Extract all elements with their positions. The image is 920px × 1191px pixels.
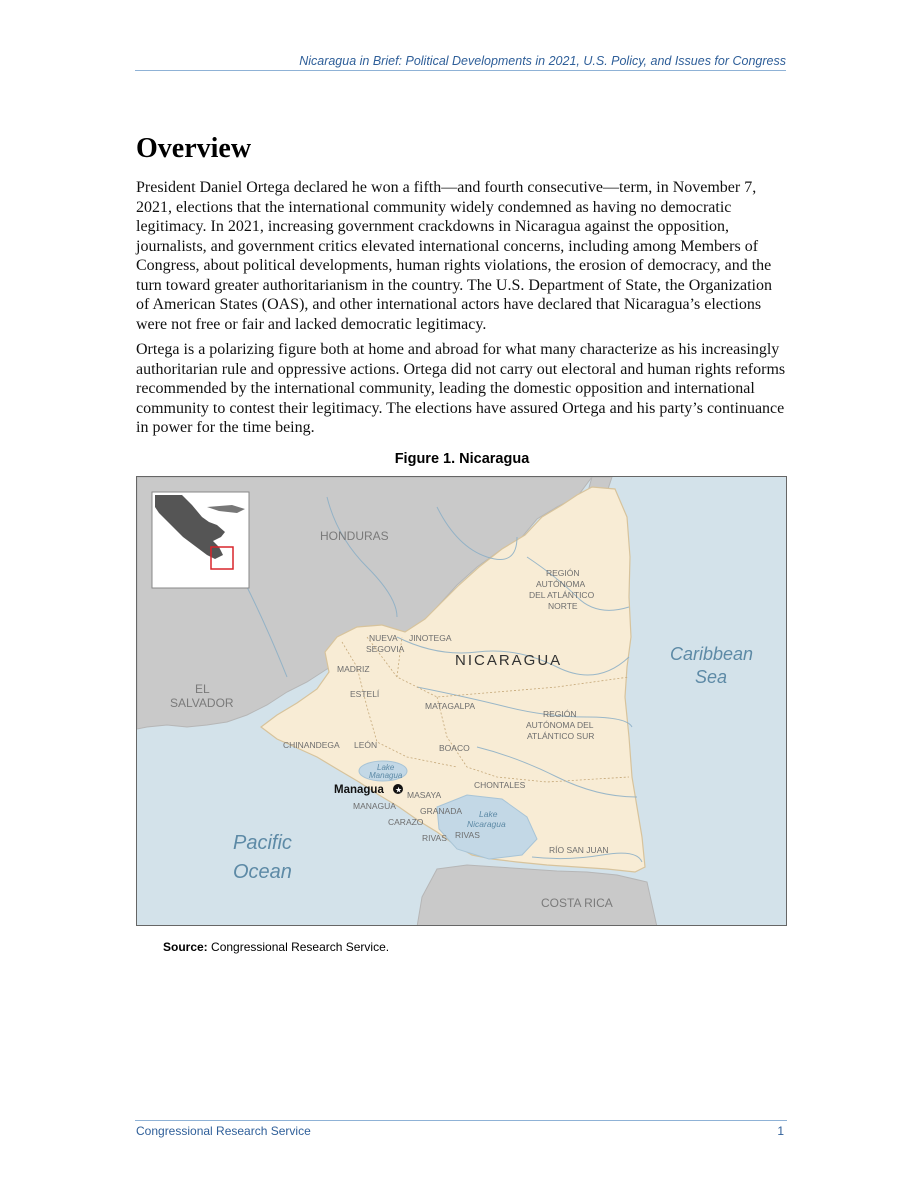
locator-inset xyxy=(152,492,249,588)
label-chontales: CHONTALES xyxy=(474,780,526,790)
label-managua-dept: MANAGUA xyxy=(353,801,396,811)
label-chinandega: CHINANDEGA xyxy=(283,740,340,750)
source-text: Congressional Research Service. xyxy=(207,940,390,954)
footer-rule xyxy=(135,1120,787,1121)
label-boaco: BOACO xyxy=(439,743,470,753)
running-header: Nicaragua in Brief: Political Developments in 2021, U.S. Policy, and Issues for Congress xyxy=(135,54,786,71)
label-country: NICARAGUA xyxy=(455,652,563,669)
label-madriz: MADRIZ xyxy=(337,664,370,674)
label-leon: LEÓN xyxy=(354,740,378,750)
label-lake-nicaragua-2: Nicaragua xyxy=(467,819,506,829)
label-lake-managua-2: Managua xyxy=(369,771,403,780)
label-capital: Managua xyxy=(334,784,384,796)
label-nueva-segovia-2: SEGOVIA xyxy=(366,644,405,654)
label-raas-3: ATLÁNTICO SUR xyxy=(527,731,595,741)
label-raan-4: NORTE xyxy=(548,601,578,611)
label-pacific-1: Pacific xyxy=(233,832,292,854)
label-raas-1: REGIÓN xyxy=(543,709,577,719)
label-raan-3: DEL ATLÁNTICO xyxy=(529,590,595,600)
label-raas-2: AUTÓNOMA DEL xyxy=(526,720,594,730)
section-title: Overview xyxy=(136,133,252,164)
label-el-salvador-2: SALVADOR xyxy=(170,696,234,710)
figure-source xyxy=(163,940,389,954)
label-nueva-segovia-1: NUEVA xyxy=(369,633,398,643)
label-costa-rica: COSTA RICA xyxy=(541,896,613,910)
label-caribbean-1: Caribbean xyxy=(670,644,754,664)
label-rio-san-juan: RÍO SAN JUAN xyxy=(549,845,609,855)
label-rivas-1: RIVAS xyxy=(422,833,447,843)
label-esteli: ESTELÍ xyxy=(350,689,380,699)
paragraph-1: President Daniel Ortega declared he won a fifth—and fourth consecutive—term, in November 7, 2021, elections that the international community widely condemned as having no democratic legitimacy. In 2021, increasing government crackdowns in Nicaragua against the opposition, journalists, and government critics elevated international concerns, including among Members of Congress, about political developments, human rights violations, the erosion of democracy, and the turn toward greater authoritarianism in the country. The U.S. Department of State, the Organization of American States (OAS), and other international actors have declared that Nicaragua’s elections were not free or fair and lacked democratic legitimacy. xyxy=(136,179,772,333)
paragraph-2: Ortega is a polarizing figure both at home and abroad for what many characterize as his increasingly authoritarian rule and oppressive actions. Ortega did not carry out electoral and human rights reforms recommended by the international community, leading the domestic opposition and international community to contest their legitimacy. The elections have assured Ortega and his party’s continuance in power for the time being. xyxy=(136,341,786,436)
label-granada: GRANADA xyxy=(420,806,463,816)
source-label: Source: xyxy=(163,940,208,954)
capital-star-glyph: ★ xyxy=(395,785,403,795)
label-honduras: HONDURAS xyxy=(320,529,389,543)
label-el-salvador-1: EL xyxy=(195,682,210,696)
label-matagalpa: MATAGALPA xyxy=(425,701,476,711)
label-carazo: CARAZO xyxy=(388,817,424,827)
label-rivas-2: RIVAS xyxy=(455,830,480,840)
label-pacific-2: Ocean xyxy=(233,861,292,883)
label-raan-1: REGIÓN xyxy=(546,568,580,578)
label-lake-nicaragua-1: Lake xyxy=(479,809,498,819)
map-svg xyxy=(137,477,787,926)
label-raan-2: AUTÓNOMA xyxy=(536,579,586,589)
label-jinotega: JINOTEGA xyxy=(409,633,452,643)
label-caribbean-2: Sea xyxy=(695,667,728,687)
label-lake-managua-1: Lake xyxy=(377,763,395,772)
figure-caption: Figure 1. Nicaragua xyxy=(394,451,530,467)
page-number: 1 xyxy=(777,1124,784,1138)
footer-org: Congressional Research Service xyxy=(136,1124,311,1138)
nicaragua-map xyxy=(136,476,787,926)
label-masaya: MASAYA xyxy=(407,790,442,800)
